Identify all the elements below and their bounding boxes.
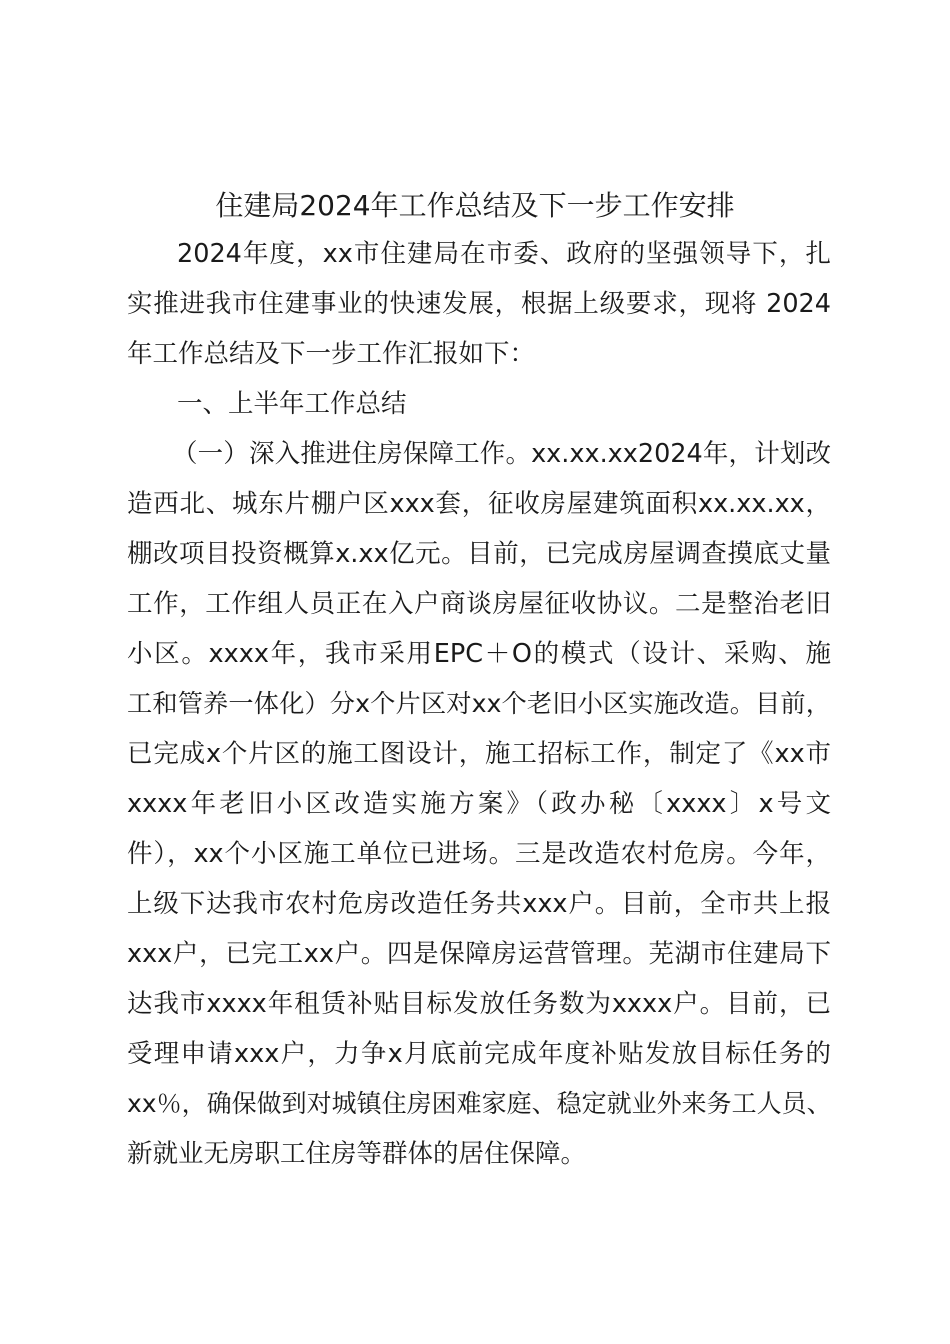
paragraph-line: xx％，确保做到对城镇住房困难家庭、稳定就业外来务工人员、	[127, 1089, 832, 1118]
paragraph-line: 上级下达我市农村危房改造任务共xxx户。目前，全市共上报	[127, 889, 831, 919]
paragraph-line: 工作，工作组人员正在入户商谈房屋征收协议。二是整治老旧	[127, 589, 831, 619]
paragraph-line: 2024年度，xx市住建局在市委、政府的坚强领导下，扎	[177, 239, 831, 269]
paragraph-line: 小区。xxxx年，我市采用EPC＋O的模式（设计、采购、施	[127, 639, 831, 669]
paragraph-line: 件），xx个小区施工单位已进场。三是改造农村危房。今年，	[127, 839, 831, 869]
paragraph-line: xxx户，已完工xx户。四是保障房运营管理。芜湖市住建局下	[127, 939, 831, 969]
paragraph-line: 棚改项目投资概算x.xx亿元。目前，已完成房屋调查摸底丈量	[127, 539, 831, 569]
paragraph-line: 达我市xxxx年租赁补贴目标发放任务数为xxxx户。目前，已	[127, 989, 831, 1019]
paragraph-line: 工和管养一体化）分x个片区对xx个老旧小区实施改造。目前，	[127, 689, 831, 718]
document-title: 住建局2024年工作总结及下一步工作安排	[215, 189, 735, 222]
paragraph-line: xxxx年老旧小区改造实施方案》（政办秘〔xxxx〕x号文	[127, 789, 831, 819]
paragraph-line: 造西北、城东片棚户区xxx套，征收房屋建筑面积xx.xx.xx，	[127, 489, 831, 519]
paragraph-line: 年工作总结及下一步工作汇报如下：	[127, 339, 536, 369]
paragraph-line: （一）深入推进住房保障工作。xx.xx.xx2024年，计划改	[172, 439, 831, 469]
paragraph-line: 已完成x个片区的施工图设计，施工招标工作，制定了《xx市	[127, 739, 831, 769]
section-heading: 一、上半年工作总结	[177, 389, 407, 419]
paragraph-line: 新就业无房职工住房等群体的居住保障。	[127, 1139, 587, 1169]
paragraph-line: 受理申请xxx户，力争x月底前完成年度补贴发放目标任务的	[127, 1039, 831, 1069]
paragraph-line: 实推进我市住建事业的快速发展，根据上级要求，现将 2024	[127, 289, 831, 319]
